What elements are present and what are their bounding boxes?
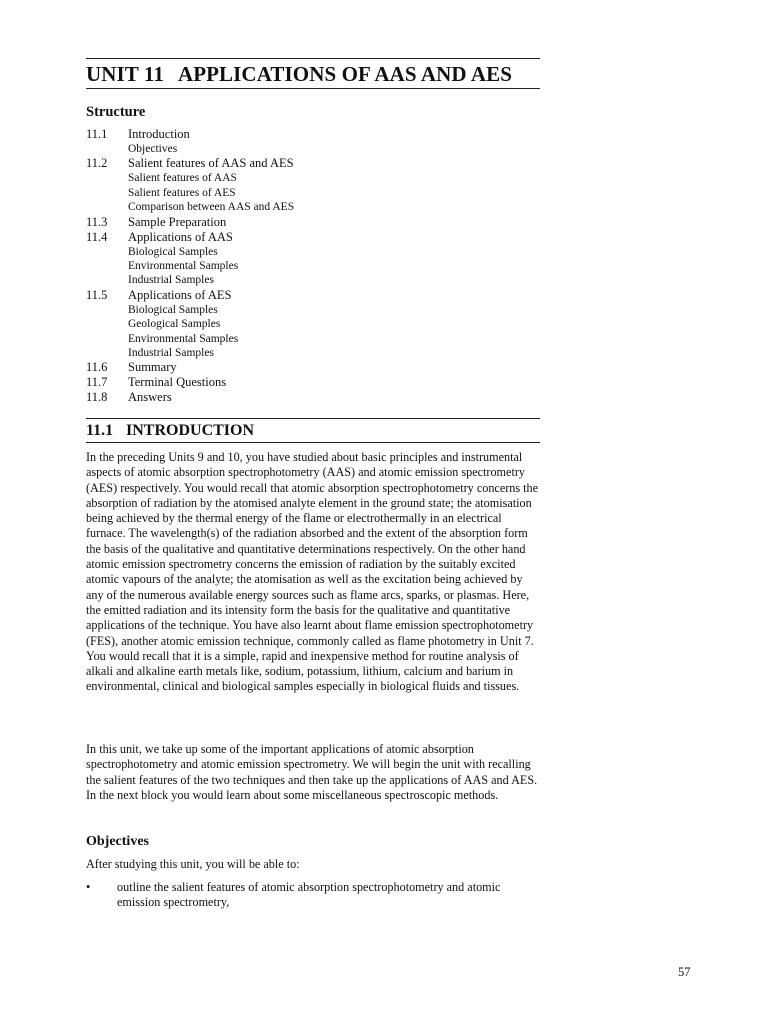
toc-subitem: Biological Samples: [128, 303, 218, 316]
toc-subitem: Industrial Samples: [128, 274, 214, 287]
objective-text: outline the salient features of atomic absorption spectrophotometry and atomic emission spectrometry,: [117, 880, 501, 910]
toc-item-number: 11.8: [86, 390, 108, 405]
toc-item-title: Applications of AAS: [128, 229, 233, 244]
toc-subitem: Geological Samples: [128, 318, 221, 331]
toc-item-number: 11.3: [86, 214, 108, 229]
toc-item-number: 11.7: [86, 375, 108, 390]
toc-item: [86, 375, 540, 390]
section-title: INTRODUCTION: [126, 422, 255, 439]
unit-title-text: APPLICATIONS OF AAS AND AES: [177, 62, 513, 86]
intro-paragraph-2: In this unit, we take up some of the important applications of atomic absorption spectrophotometry and atomic emission spectrometry. We will begin the unit with recalling the salient features of the two techniques and then take up the applications of AAS and AES. In the next block you would learn about some miscellaneous spectroscopic methods.: [86, 742, 538, 802]
toc-item: [86, 230, 540, 245]
toc-item: [86, 156, 540, 171]
objectives-intro: After studying this unit, you will be able to:: [86, 857, 300, 871]
toc-subitem: Industrial Samples: [128, 347, 214, 360]
toc-item-title: Terminal Questions: [128, 375, 227, 390]
toc-subitem: Environmental Samples: [128, 260, 239, 273]
objectives-heading: Objectives: [86, 834, 149, 849]
unit-title: [86, 60, 540, 88]
intro-paragraph-1: In the preceding Units 9 and 10, you have studied about basic principles and instrumental aspects of atomic absorption spectrophotometry (AAS) and atomic emission spectrometry (AES) respectively. You would recall that atomic absorption spectrophotometry concerns the absorption of radiation by the atomised analyte element in the ground state; the atomisation being achieved by the thermal energy of the flame or electrothermally in an electrical furnace. The wavelength(s) of the radiation absorbed and the extent of the absorption form the basis of the qualitative and quantitative determinations respectively. On the other hand atomic emission spectrometry concerns the emission of radiation by the suitably excited atomic vapours of the analyte; the atomisation as well as the excitation being achieved by any of the numerous available energy sources such as flame arcs, sparks, or plasmas. Here, the emitted radiation and its intensity form the basis for the qualitative and quantitative applications of the technique. You have also learnt about flame emission spectrophotometry (FES), another atomic emission technique, commonly called as flame photometry in Unit 7. You would recall that it is a simple, rapid and inexpensive method for routine analysis of alkali and alkaline earth metals like, sodium, potassium, lithium, calcium and barium in environmental, clinical and biological samples especially in biological fluids and tissues.: [86, 450, 539, 694]
section-bottom-rule: [86, 442, 540, 443]
toc-item-number: 11.4: [86, 229, 108, 244]
toc-item-number: 11.5: [86, 287, 108, 302]
toc-subitem: Salient features of AAS: [128, 172, 237, 185]
toc-item-title: Sample Preparation: [128, 214, 227, 229]
toc-item: [86, 288, 540, 303]
toc-item: [86, 390, 540, 405]
toc-item: [86, 127, 540, 142]
toc-item-title: Summary: [128, 360, 177, 375]
toc-subitem: Objectives: [128, 143, 178, 155]
toc-subitem: Salient features of AES: [128, 186, 236, 199]
toc-item-title: Salient features of AAS and AES: [128, 156, 294, 171]
toc-item-number: 11.6: [86, 360, 108, 375]
bullet-icon: •: [86, 880, 91, 894]
toc-subitem: Biological Samples: [128, 245, 218, 258]
objective-bullet: [86, 880, 542, 911]
page-number: 57: [678, 965, 691, 979]
toc-item-title: Introduction: [128, 127, 190, 141]
unit-number: UNIT 11: [86, 62, 164, 86]
toc-item-title: Answers: [128, 390, 172, 405]
toc-item-title: Applications of AES: [128, 287, 232, 302]
structure-heading: Structure: [86, 104, 146, 120]
toc-item-number: 11.1: [86, 127, 108, 141]
toc-subitem: Environmental Samples: [128, 332, 239, 345]
toc-item: [86, 360, 540, 375]
title-bottom-rule: [86, 88, 540, 89]
section-number: 11.1: [86, 422, 114, 439]
toc-item: [86, 215, 540, 230]
top-rule: [86, 58, 540, 59]
section-heading: [86, 422, 540, 440]
table-of-contents: [86, 127, 540, 405]
toc-item-number: 11.2: [86, 156, 108, 171]
section-top-rule: [86, 418, 540, 419]
toc-subitem: Comparison between AAS and AES: [128, 201, 295, 214]
